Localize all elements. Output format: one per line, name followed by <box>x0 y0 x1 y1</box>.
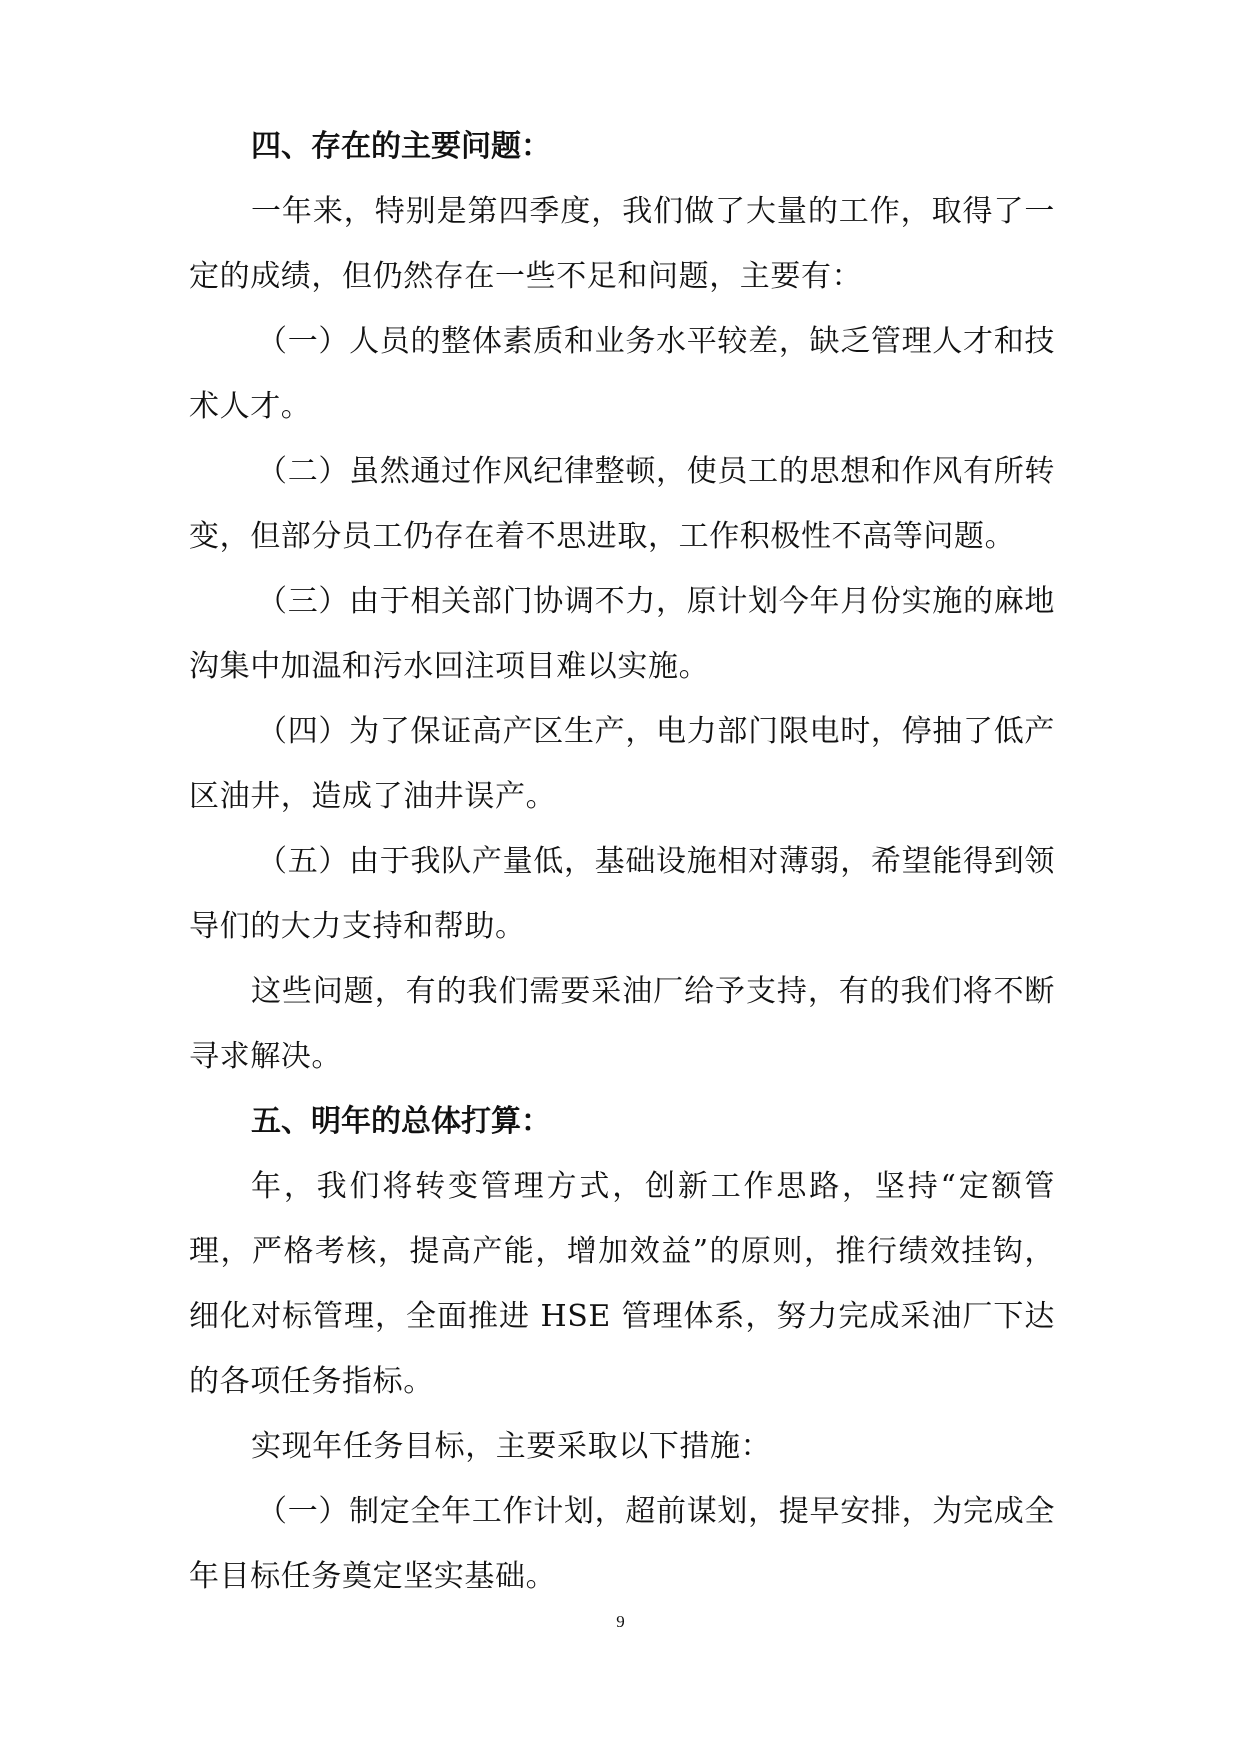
page-number: 9 <box>616 1612 625 1631</box>
paragraph: （一）人员的整体素质和业务水平较差，缺乏管理人才和技术人才。 <box>189 324 1055 424</box>
paragraph: 年，我们将转变管理方式，创新工作思路，坚持“定额管理，严格考核，提高产能，增加效益”的原则，推行绩效挂钩，细化对标管理，全面推进 HSE 管理体系，努力完成采油厂下达的各项任务指标。 <box>189 1169 1055 1399</box>
paragraph: （四）为了保证高产区生产，电力部门限电时，停抽了低产区油井，造成了油井误产。 <box>189 714 1055 814</box>
paragraph: （一）制定全年工作计划，超前谋划，提早安排，为完成全年目标任务奠定坚实基础。 <box>189 1494 1055 1594</box>
paragraph: 这些问题，有的我们需要采油厂给予支持，有的我们将不断寻求解决。 <box>189 974 1055 1074</box>
section-heading-problems: 四、存在的主要问题： <box>251 129 551 164</box>
page-body <box>189 114 1055 1609</box>
section-heading-next-year-plan: 五、明年的总体打算： <box>251 1104 551 1139</box>
paragraph: （三）由于相关部门协调不力，原计划今年月份实施的麻地沟集中加温和污水回注项目难以实施。 <box>189 584 1055 684</box>
paragraph: （二）虽然通过作风纪律整顿，使员工的思想和作风有所转变，但部分员工仍存在着不思进取，工作积极性不高等问题。 <box>189 454 1055 554</box>
paragraph: （五）由于我队产量低，基础设施相对薄弱，希望能得到领导们的大力支持和帮助。 <box>189 844 1055 944</box>
paragraph: 实现年任务目标，主要采取以下措施： <box>251 1429 772 1464</box>
paragraph: 一年来，特别是第四季度，我们做了大量的工作，取得了一定的成绩，但仍然存在一些不足和问题，主要有： <box>189 194 1055 294</box>
